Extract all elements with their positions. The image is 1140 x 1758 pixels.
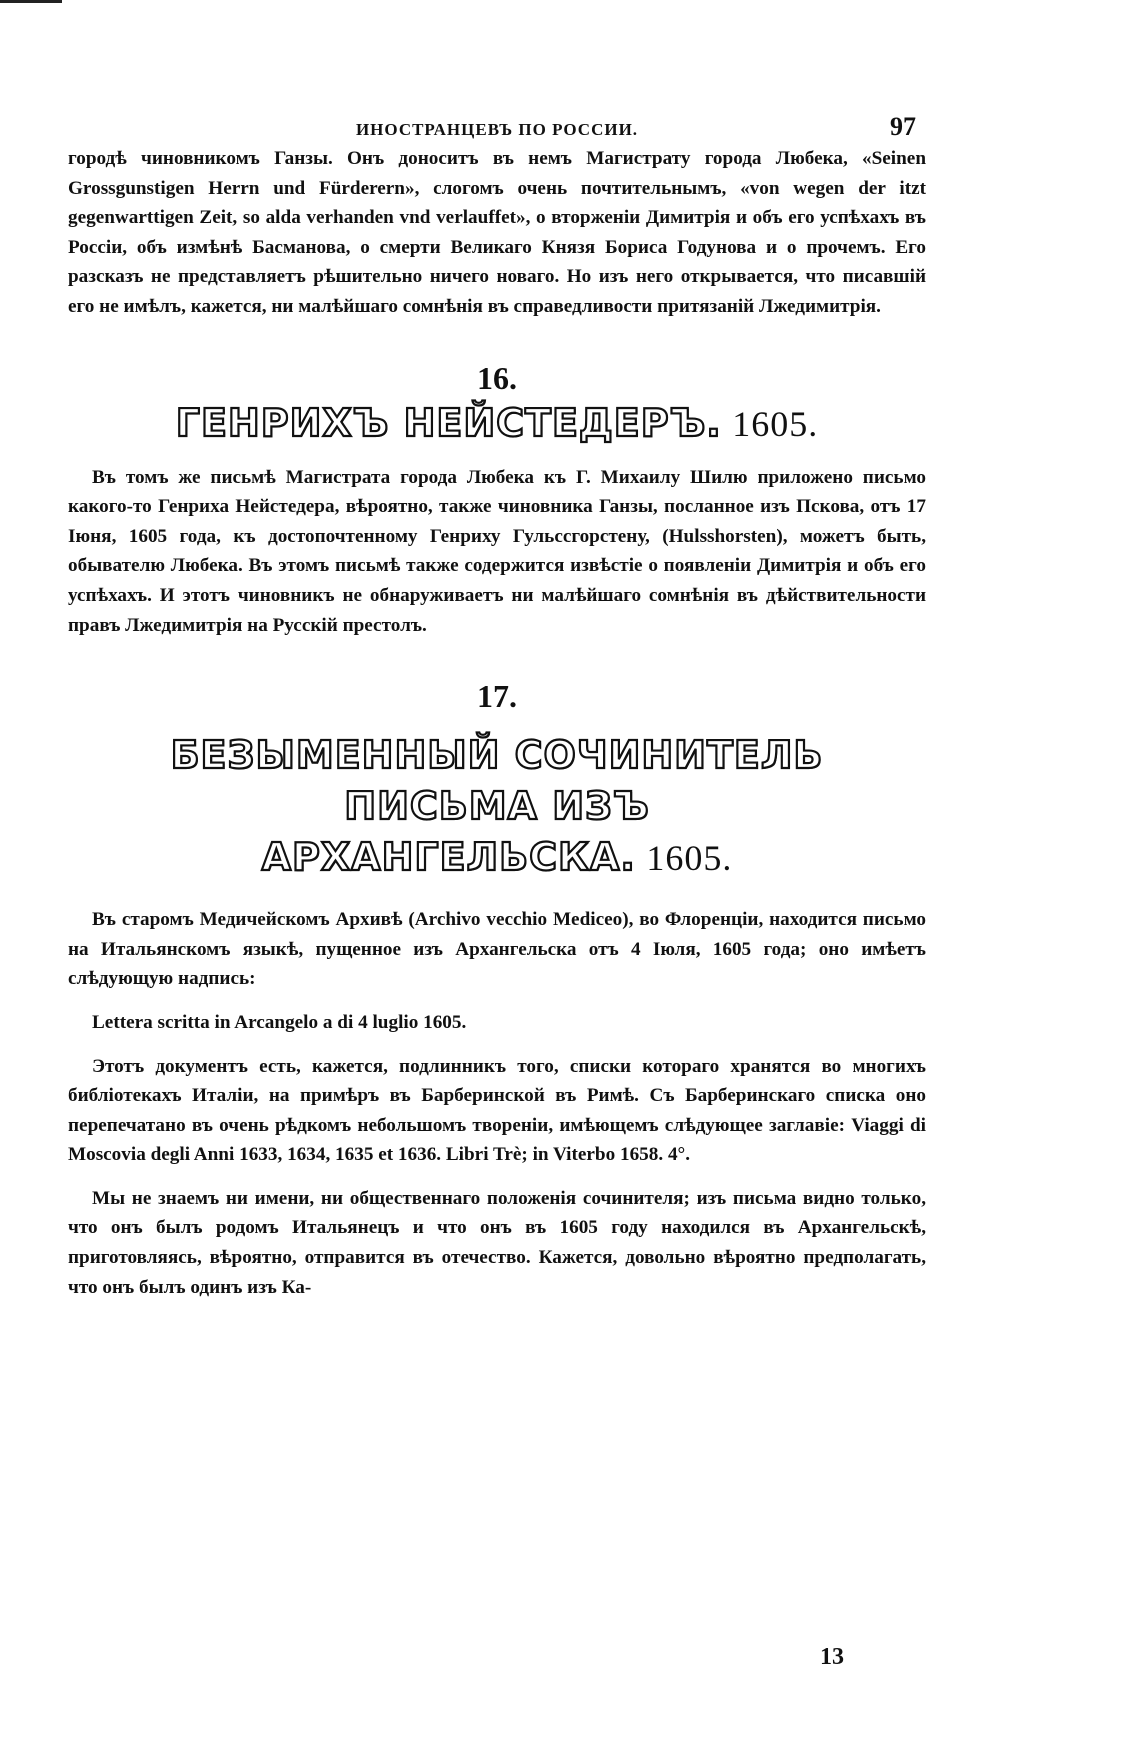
section-17-quote: Lettera scritta in Arcangelo a di 4 luglio 1605. <box>92 1011 467 1033</box>
section-17-title-year: 1605. <box>646 838 733 879</box>
section-16-title <box>68 398 926 449</box>
section-17-number: 17. <box>477 678 517 715</box>
section-16-title-name: ГЕНРИХЪ НЕЙСТЕДЕРЪ. <box>175 400 722 445</box>
section-17-paragraph-2: Этотъ документъ есть, кажется, подлинникъ того, списки котораго хранятся во многихъ библіотекахъ Италіи, на примѣръ въ Барберинской въ Римѣ. Съ Барберинскаго списка оно перепечатано въ очень рѣдкомъ небольшомъ твореніи, имѣющемъ слѣдующее заглавіе: Viaggi di Moscovia degli Anni 1633, 1634, 1635 et 1636. Libri Trè; in Viterbo 1658. 4°. <box>68 1055 926 1166</box>
section-16-paragraph: Въ томъ же письмѣ Магистрата города Любека къ Г. Михаилу Шилю приложено письмо какого-то Генриха Нейстедера, вѣроятно, также чиновника Ганзы, посланное изъ Пскова, отъ 17 Іюня, 1605 года, къ достопочтенному Генриху Гульссгорстену, (Hulsshorsten), можетъ быть, обывателю Любека. Въ этомъ письмѣ также содержится извѣстіе о появленіи Димитрія и объ его успѣхахъ. И этотъ чиновникъ не обнаруживаетъ ни малѣйшаго сомнѣнія въ дѣйствительности правъ Лжедимитрія на Русскій престолъ. <box>68 466 926 636</box>
page-body <box>68 100 926 1302</box>
page-number: 97 <box>890 112 916 141</box>
running-head <box>68 100 926 144</box>
section-17-title-line1: БЕЗЫМЕННЫЙ СОЧИНИТЕЛЬ ПИСЬМА ИЗЪ <box>170 733 824 829</box>
running-title: ИНОСТРАНЦЕВЪ ПО РОССИИ. <box>355 120 639 139</box>
intro-paragraph: городѣ чиновникомъ Ганзы. Онъ доноситъ въ немъ Магистрату города Любека, «Seinen Grossgunstigen Herrn und Fürderern», слогомъ очень почтительнымъ, «von wegen der itzt gegenwarttigen Zeit, so alda verhanden vnd verlauffet», о вторженіи Димитрія и объ его успѣхахъ въ Россіи, объ измѣнѣ Басманова, о смерти Великаго Князя Бориса Годунова и о прочемъ. Его разсказъ не представляетъ рѣшительно ничего новаго. Но изъ него открывается, что писавшій его не имѣлъ, кажется, ни малѣйшаго сомнѣнія въ справедливости притязаній Лжедимитрія. <box>68 148 926 317</box>
top-rule <box>0 0 62 3</box>
section-16-title-year: 1605. <box>732 403 819 444</box>
section-17-paragraph-1: Въ старомъ Медичейскомъ Архивѣ (Archivo vecchio Mediceo), во Флоренціи, находится письмо на Итальянскомъ языкѣ, пущенное изъ Архангельска отъ 4 Іюля, 1605 года; оно имѣетъ слѣдующую надпись: <box>68 909 926 990</box>
section-17-title <box>68 730 926 883</box>
section-17-title-line2: АРХАНГЕЛЬСКА. <box>261 835 636 880</box>
section-17-paragraph-3: Мы не знаемъ ни имени, ни общественнаго положенія сочинителя; изъ письма видно только, что онъ былъ родомъ Итальянецъ и что онъ въ 1605 году находился въ Архангельскѣ, приготовляясь, вѣроятно, отправится въ отечество. Кажется, довольно вѣроятно предполагать, что онъ былъ одинъ изъ Ка- <box>68 1187 926 1298</box>
section-16-number: 16. <box>477 359 517 396</box>
signature-mark: 13 <box>820 1644 844 1670</box>
